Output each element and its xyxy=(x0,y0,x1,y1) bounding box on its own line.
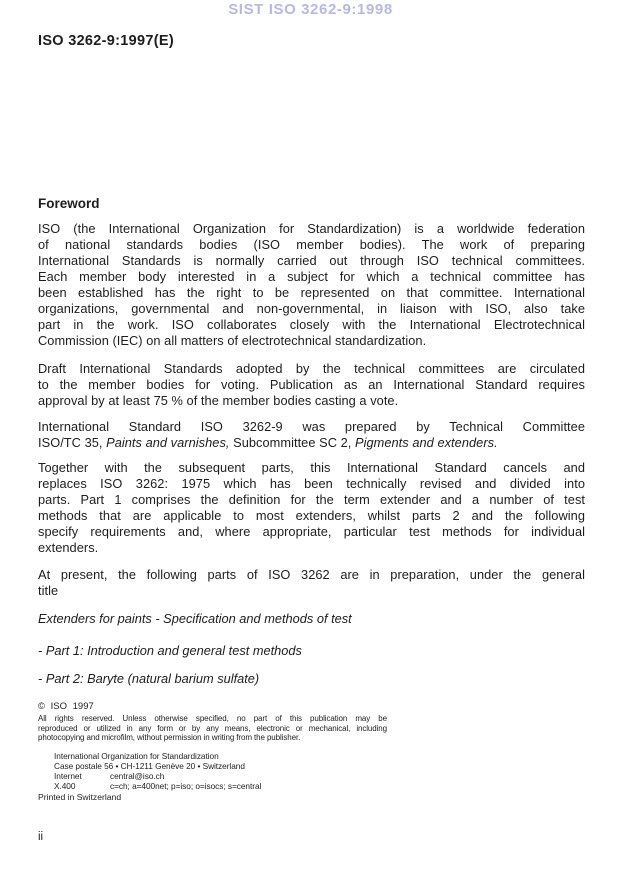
text-line: International Organization for Standardization xyxy=(54,751,219,761)
text-line: parts. Part 1 comprises the definition for the term extender and a number of test xyxy=(38,492,585,507)
text-line: Each member body interested in a subject for which a technical committee has xyxy=(38,269,585,284)
text-line: replaces ISO 3262: 1975 which has been technically revised and divided into xyxy=(38,476,585,491)
text-line: of national standards bodies (ISO member bodies). The work of preparing xyxy=(38,237,585,252)
watermark-text: SIST ISO 3262-9:1998 xyxy=(228,1,393,18)
text-line: to the member bodies for voting. Publication as an International Standard requires xyxy=(38,377,585,392)
address-internet xyxy=(54,771,384,781)
text-line: methods that are applicable to most extenders, whilst parts 2 and the following xyxy=(38,508,585,523)
series-title: Extenders for paints - Specification and methods of test xyxy=(38,611,352,626)
paragraph-draft-standards xyxy=(38,361,585,409)
text-line: At present, the following parts of ISO 3262 are in preparation, under the general xyxy=(38,567,585,582)
text-line: been established has the right to be represented on that committee. International xyxy=(38,285,585,300)
paragraph-parts-in-preparation xyxy=(38,567,585,599)
copyright-notice: © ISO 1997 xyxy=(38,701,94,712)
rights-statement xyxy=(38,714,387,743)
text-line: International Standard ISO 3262-9 was prepared by Technical Committee xyxy=(38,419,585,434)
paragraph-cancels-replaces xyxy=(38,460,585,556)
text-line: title xyxy=(38,583,59,598)
text-line: All rights reserved. Unless otherwise specified, no part of this publication may be xyxy=(38,714,387,723)
address-x400 xyxy=(54,781,384,791)
part-1-title: - Part 1: Introduction and general test methods xyxy=(38,643,302,658)
address-org xyxy=(54,751,384,761)
text-line: specify requirements and, where appropriate, particular test methods for individual xyxy=(38,524,585,539)
paragraph-iso-federation xyxy=(38,221,585,349)
foreword-heading: Foreword xyxy=(38,196,100,211)
text-line: photocopying and microfilm, without permission in writing from the publisher. xyxy=(38,733,301,743)
internet-label: Internet xyxy=(54,771,82,781)
text-line: Case postale 56 • CH-1211 Genève 20 • Switzerland xyxy=(54,761,245,771)
document-reference: ISO 3262-9:1997(E) xyxy=(38,33,174,49)
text-segment: ISO/TC 35, xyxy=(38,435,107,450)
text-line: Together with the subsequent parts, this International Standard cancels and xyxy=(38,460,585,475)
internet-value: central@iso.ch xyxy=(110,771,165,781)
page-number: ii xyxy=(38,831,44,843)
italic-segment: Paints and varnishes, xyxy=(106,435,230,450)
text-line: organizations, governmental and non-governmental, in liaison with ISO, also take xyxy=(38,301,585,316)
text-segment: Subcommittee SC 2, xyxy=(229,435,355,450)
address-postal xyxy=(54,761,384,771)
paragraph-committee xyxy=(38,419,585,451)
text-line: approval by at least 75 % of the member bodies casting a vote. xyxy=(38,393,399,408)
part-2-title: - Part 2: Baryte (natural barium sulfate) xyxy=(38,671,260,686)
text-line: ISO (the International Organization for Standardization) is a worldwide federation xyxy=(38,221,585,236)
x400-value: c=ch; a=400net; p=iso; o=isocs; s=central xyxy=(110,781,262,791)
text-line xyxy=(38,435,585,451)
text-line: Commission (IEC) on all matters of electrotechnical standardization. xyxy=(38,333,427,348)
text-line: International Standards is normally carried out through ISO technical committees. xyxy=(38,253,585,268)
printed-in: Printed in Switzerland xyxy=(38,792,122,802)
text-line: extenders. xyxy=(38,540,99,555)
text-line: reproduced or utilized in any form or by any means, electronic or mechanical, including xyxy=(38,723,387,733)
x400-label: X.400 xyxy=(54,781,76,791)
text-line: part in the work. ISO collaborates closely with the International Electrotechnical xyxy=(38,317,585,332)
italic-segment: Pigments and extenders. xyxy=(354,435,498,450)
publisher-address xyxy=(54,751,384,791)
text-line: Draft International Standards adopted by the technical committees are circulated xyxy=(38,361,585,376)
